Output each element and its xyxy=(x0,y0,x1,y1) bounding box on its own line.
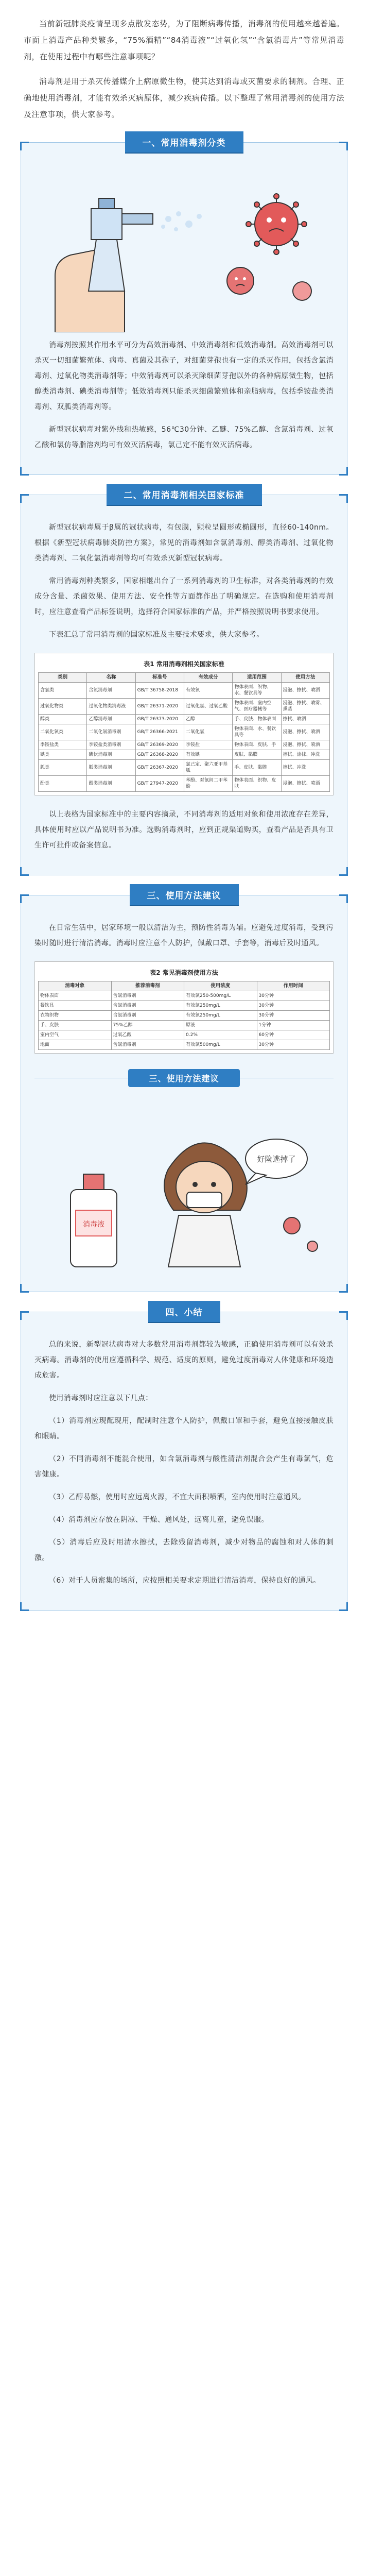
table-header-cell: 适用范围 xyxy=(233,673,281,683)
table-cell: 75%乙醇 xyxy=(111,1021,184,1030)
section-2-paragraph-1: 新型冠状病毒属于β属的冠状病毒，有包膜，颗粒呈圆形或椭圆形，直径60-140nm。根据《新型冠状病毒肺炎防控方案》，常见的消毒剂如含氯消毒剂、醇类消毒剂、过氧化物类消毒剂、二氧化氯消毒剂等均可有效杀灭新型冠状病毒。 xyxy=(34,523,334,563)
table-row xyxy=(39,724,330,740)
table-cell: 浸泡、擦拭、喷洒 xyxy=(281,740,329,750)
table-header-cell: 推荐消毒剂 xyxy=(111,981,184,991)
section-2-panel xyxy=(21,490,347,875)
table-cell: 擦拭、冲洗 xyxy=(281,760,329,776)
illustration-svg xyxy=(34,178,333,332)
table-header-row xyxy=(39,981,330,991)
table-cell: 30分钟 xyxy=(257,991,330,1001)
section-4-title: 四、小结 xyxy=(148,1301,220,1322)
table-cell: 手、皮肤、物体表面 xyxy=(233,715,281,724)
section-1-paragraph-1: 消毒剂按照其作用水平可分为高效消毒剂、中效消毒剂和低效消毒剂。高效消毒剂可以杀灭一切细菌繁殖体、病毒、真菌及其孢子，对细菌芽孢也有一定的杀灭作用，包括含氯消毒剂、过氧化物类消毒剂等；中效消毒剂可以杀灭除细菌芽孢以外的各种病原微生物，包括醇类消毒剂、碘类消毒剂等；低效消毒剂只能杀灭细菌繁殖体和亲脂病毒，包括季铵盐类消毒剂、双胍类消毒剂等。 xyxy=(34,341,334,411)
summary-item: （2）不同消毒剂不能混合使用，如含氯消毒剂与酸性清洁剂混合会产生有毒氯气，危害健康。 xyxy=(34,1455,334,1479)
table-header-cell: 有效成分 xyxy=(184,673,232,683)
cartoon-svg xyxy=(34,1102,333,1272)
table-cell: GB/T 26373-2020 xyxy=(135,715,184,724)
table-cell: 物体表面、织物、水、餐饮具等 xyxy=(233,683,281,699)
table-cell: GB/T 26366-2021 xyxy=(135,724,184,740)
table-cell: 手、皮肤 xyxy=(39,1021,112,1030)
section-3-paragraph-1: 在日常生活中，居家环境一般以清洁为主，预防性消毒为辅。应避免过度消毒，受到污染时随时进行清洁消毒。消毒时应注意个人防护，佩戴口罩、手套等，消毒后及时通风。 xyxy=(34,924,334,947)
corner-decoration xyxy=(20,467,29,476)
table-cell: 浸泡、擦拭、喷洒 xyxy=(281,724,329,740)
standards-table xyxy=(38,672,330,792)
table-cell: 手、皮肤、黏膜 xyxy=(233,760,281,776)
table-cell: 胍类消毒剂 xyxy=(87,760,135,776)
table-cell: 30分钟 xyxy=(257,1011,330,1021)
corner-decoration xyxy=(339,1284,348,1293)
table-header-cell: 标准号 xyxy=(135,673,184,683)
section-2-paragraph-2: 常用消毒剂种类繁多，国家相继出台了一系列消毒剂的卫生标准，对各类消毒剂的有效成分含量、杀菌效果、使用方法、安全性等方面都作出了明确规定。在选购和使用消毒剂时，应注意查看产品标签说明，选择符合国家标准的产品，并严格按照说明书要求使用。 xyxy=(34,577,334,616)
table-cell: 有效氯250mg/L xyxy=(184,1001,257,1011)
table-cell: 物体表面、织物、皮肤 xyxy=(233,776,281,792)
table-cell: 含氯消毒剂 xyxy=(111,1001,184,1011)
table-cell: GB/T 26371-2020 xyxy=(135,699,184,715)
table-row xyxy=(39,683,330,699)
table-cell: 苯酚、对氯间二甲苯酚 xyxy=(184,776,232,792)
section-4-paragraph-2: 使用消毒剂时应注意以下几点： xyxy=(49,1394,153,1402)
table-cell: 碘类 xyxy=(39,750,87,760)
table-cell: 原液 xyxy=(184,1021,257,1030)
usage-table-caption: 表2 常见消毒剂使用方法 xyxy=(150,969,218,976)
section-3-title: 三、使用方法建议 xyxy=(130,884,239,905)
table-cell: 有效碘 xyxy=(184,750,232,760)
table-cell: 浸泡、擦拭、喷洒 xyxy=(281,683,329,699)
table-cell: 含氯消毒剂 xyxy=(111,1040,184,1050)
table-cell: 浸泡、擦拭、喷雾、熏蒸 xyxy=(281,699,329,715)
divider-label: 三、使用方法建议 xyxy=(128,1069,239,1087)
usage-table xyxy=(38,981,330,1050)
table-header-cell: 使用方法 xyxy=(281,673,329,683)
table-row xyxy=(39,1011,330,1021)
table-cell: 物体表面 xyxy=(39,991,112,1001)
intro-paragraph-1: 当前新冠肺炎疫情呈现多点散发态势，为了阻断病毒传播，消毒剂的使用越来越普遍。市面上消毒产品种类繁多，“75%酒精”“84消毒液”“过氧化氢”“含氯消毒片”等常见消毒剂，在使用过程中有哪些注意事项呢？ xyxy=(24,19,344,61)
table-cell: 含氯消毒剂 xyxy=(111,991,184,1001)
table-cell: GB/T 26369-2020 xyxy=(135,740,184,750)
table-cell: 室内空气 xyxy=(39,1030,112,1040)
corner-decoration xyxy=(20,1602,29,1611)
table-cell: 过氧化物类消毒液 xyxy=(87,699,135,715)
table-row xyxy=(39,776,330,792)
table-cell: 过氧化物类 xyxy=(39,699,87,715)
summary-list xyxy=(34,1413,334,1588)
summary-item: （4）消毒剂应存放在阴凉、干燥、通风处，远离儿童，避免误服。 xyxy=(49,1516,269,1524)
table-row xyxy=(39,760,330,776)
table-cell: 物体表面、皮肤、手 xyxy=(233,740,281,750)
table-cell: 皮肤、黏膜 xyxy=(233,750,281,760)
usage-table-container xyxy=(34,961,334,1054)
table-cell: 有效氯250-500mg/L xyxy=(184,991,257,1001)
standards-table-container xyxy=(34,653,334,795)
table-cell: 60分钟 xyxy=(257,1030,330,1040)
section-4-paragraph-1: 总的来说，新型冠状病毒对大多数常用消毒剂都较为敏感，正确使用消毒剂可以有效杀灭病毒。消毒剂的使用应遵循科学、规范、适度的原则，避免过度消毒对人体健康和环境造成危害。 xyxy=(34,1341,334,1380)
table-cell: 浸泡、擦拭、喷洒 xyxy=(281,776,329,792)
summary-item: （5）消毒后应及时用清水擦拭，去除残留消毒剂，减少对物品的腐蚀和对人体的刺激。 xyxy=(34,1538,334,1562)
table-cell: 有效氯250mg/L xyxy=(184,1011,257,1021)
bottle-label: 消毒液 xyxy=(83,1221,104,1229)
section-3-panel xyxy=(21,891,347,1292)
virus-icon xyxy=(246,194,307,255)
table-row xyxy=(39,1001,330,1011)
corner-decoration xyxy=(339,467,348,476)
table-cell: 二氧化氯类 xyxy=(39,724,87,740)
table-cell: 含氯消毒剂 xyxy=(111,1011,184,1021)
table-row xyxy=(39,740,330,750)
table-header-row xyxy=(39,673,330,683)
table-cell: 过氧化氢、过氧乙酸 xyxy=(184,699,232,715)
table-row xyxy=(39,699,330,715)
section-2-paragraph-4: 以上表格为国家标准中的主要内容摘录，不同消毒剂的适用对象和使用浓度存在差异，具体使用时应以产品说明书为准。选购消毒剂时，应到正规渠道购买，查看产品是否具有卫生许可批件或备案信息。 xyxy=(34,810,334,850)
table-cell: 30分钟 xyxy=(257,1001,330,1011)
table-row xyxy=(39,1021,330,1030)
table-cell: 胍类 xyxy=(39,760,87,776)
section-3-divider xyxy=(34,1069,334,1087)
table-cell: 0.2% xyxy=(184,1030,257,1040)
table-cell: 含氯消毒剂 xyxy=(87,683,135,699)
corner-decoration xyxy=(20,494,29,503)
summary-item: （1）消毒剂应现配现用，配制时注意个人防护，佩戴口罩和手套，避免直接接触皮肤和眼睛。 xyxy=(34,1417,334,1440)
table-cell: 有效氯500mg/L xyxy=(184,1040,257,1050)
character-icon xyxy=(164,1143,247,1267)
table-cell: GB/T 26368-2020 xyxy=(135,750,184,760)
corner-decoration xyxy=(339,1311,348,1320)
table-cell: 氯己定、聚六亚甲基胍 xyxy=(184,760,232,776)
corner-decoration xyxy=(339,867,348,876)
table-cell: 1分钟 xyxy=(257,1021,330,1030)
table-cell: GB/T 26367-2020 xyxy=(135,760,184,776)
speech-text: 好险逃掉了 xyxy=(257,1155,296,1164)
corner-decoration xyxy=(20,867,29,876)
table-header-cell: 消毒对象 xyxy=(39,981,112,991)
table-header-cell: 类别 xyxy=(39,673,87,683)
summary-item: （3）乙醇易燃，使用时应远离火源，不宜大面积喷洒，室内使用时注意通风。 xyxy=(49,1493,306,1501)
table-cell: 二氧化氯 xyxy=(184,724,232,740)
table-cell: GB/T 36758-2018 xyxy=(135,683,184,699)
table-cell: 酚类消毒剂 xyxy=(87,776,135,792)
table-cell: 乙醇消毒剂 xyxy=(87,715,135,724)
table-cell: 酚类 xyxy=(39,776,87,792)
table-cell: 擦拭、涂抹、冲洗 xyxy=(281,750,329,760)
table-cell: 碘伏消毒剂 xyxy=(87,750,135,760)
corner-decoration xyxy=(20,894,29,903)
cartoon-illustration xyxy=(34,1102,334,1272)
table-cell: 物体表面、室内空气、医疗器械等 xyxy=(233,699,281,715)
table-cell: 餐饮具 xyxy=(39,1001,112,1011)
table-row xyxy=(39,1040,330,1050)
virus-icon xyxy=(293,282,311,300)
table-cell: 30分钟 xyxy=(257,1040,330,1050)
intro-paragraph-2: 消毒剂是用于杀灭传播媒介上病原微生物，使其达到消毒或灭菌要求的制剂。合理、正确地使用消毒剂，才能有效杀灭病原体，减少疾病传播。以下整理了常用消毒剂的使用方法及注意事项，供大家参考。 xyxy=(24,77,344,119)
table-cell: 季铵盐类 xyxy=(39,740,87,750)
section-1-panel xyxy=(21,138,347,475)
table-cell: GB/T 27947-2020 xyxy=(135,776,184,792)
section-2-title: 二、常用消毒剂相关国家标准 xyxy=(107,484,262,505)
footer-space xyxy=(21,1611,347,1631)
table-cell: 过氧乙酸 xyxy=(111,1030,184,1040)
corner-decoration xyxy=(339,494,348,503)
section-2-paragraph-3: 下表汇总了常用消毒剂的国家标准及主要技术要求，供大家参考。 xyxy=(49,631,264,639)
summary-item: （6）对于人员密集的场所，应按照相关要求定期进行清洁消毒，保持良好的通风。 xyxy=(49,1577,321,1585)
virus-spray-illustration xyxy=(34,178,334,332)
corner-decoration xyxy=(20,1311,29,1320)
corner-decoration xyxy=(20,142,29,150)
table-row xyxy=(39,1030,330,1040)
table-cell: 物体表面、水、餐饮具等 xyxy=(233,724,281,740)
corner-decoration xyxy=(339,894,348,903)
table-row xyxy=(39,991,330,1001)
table-header-cell: 使用浓度 xyxy=(184,981,257,991)
table-cell: 季铵盐类消毒剂 xyxy=(87,740,135,750)
table-cell: 地面 xyxy=(39,1040,112,1050)
virus-icon xyxy=(227,267,254,294)
table-cell: 季铵盐 xyxy=(184,740,232,750)
section-1-paragraph-2: 新型冠状病毒对紫外线和热敏感，56℃30分钟、乙醚、75%乙醇、含氯消毒剂、过氧乙酸和氯仿等脂溶剂均可有效灭活病毒，氯己定不能有效灭活病毒。 xyxy=(34,426,334,449)
section-4-panel xyxy=(21,1308,347,1611)
table-cell: 醇类 xyxy=(39,715,87,724)
table-cell: 二氧化氯消毒剂 xyxy=(87,724,135,740)
corner-decoration xyxy=(339,142,348,150)
table-header-cell: 名称 xyxy=(87,673,135,683)
standards-table-caption: 表1 常用消毒剂相关国家标准 xyxy=(144,660,224,668)
table-cell: 衣物织物 xyxy=(39,1011,112,1021)
table-cell: 乙醇 xyxy=(184,715,232,724)
corner-decoration xyxy=(20,1284,29,1293)
table-row xyxy=(39,715,330,724)
table-cell: 含氯类 xyxy=(39,683,87,699)
table-row xyxy=(39,750,330,760)
table-cell: 擦拭、喷洒 xyxy=(281,715,329,724)
section-1-title: 一、常用消毒剂分类 xyxy=(125,131,243,152)
intro-block xyxy=(21,0,347,123)
table-cell: 有效氯 xyxy=(184,683,232,699)
table-header-cell: 作用时间 xyxy=(257,981,330,991)
corner-decoration xyxy=(339,1602,348,1611)
